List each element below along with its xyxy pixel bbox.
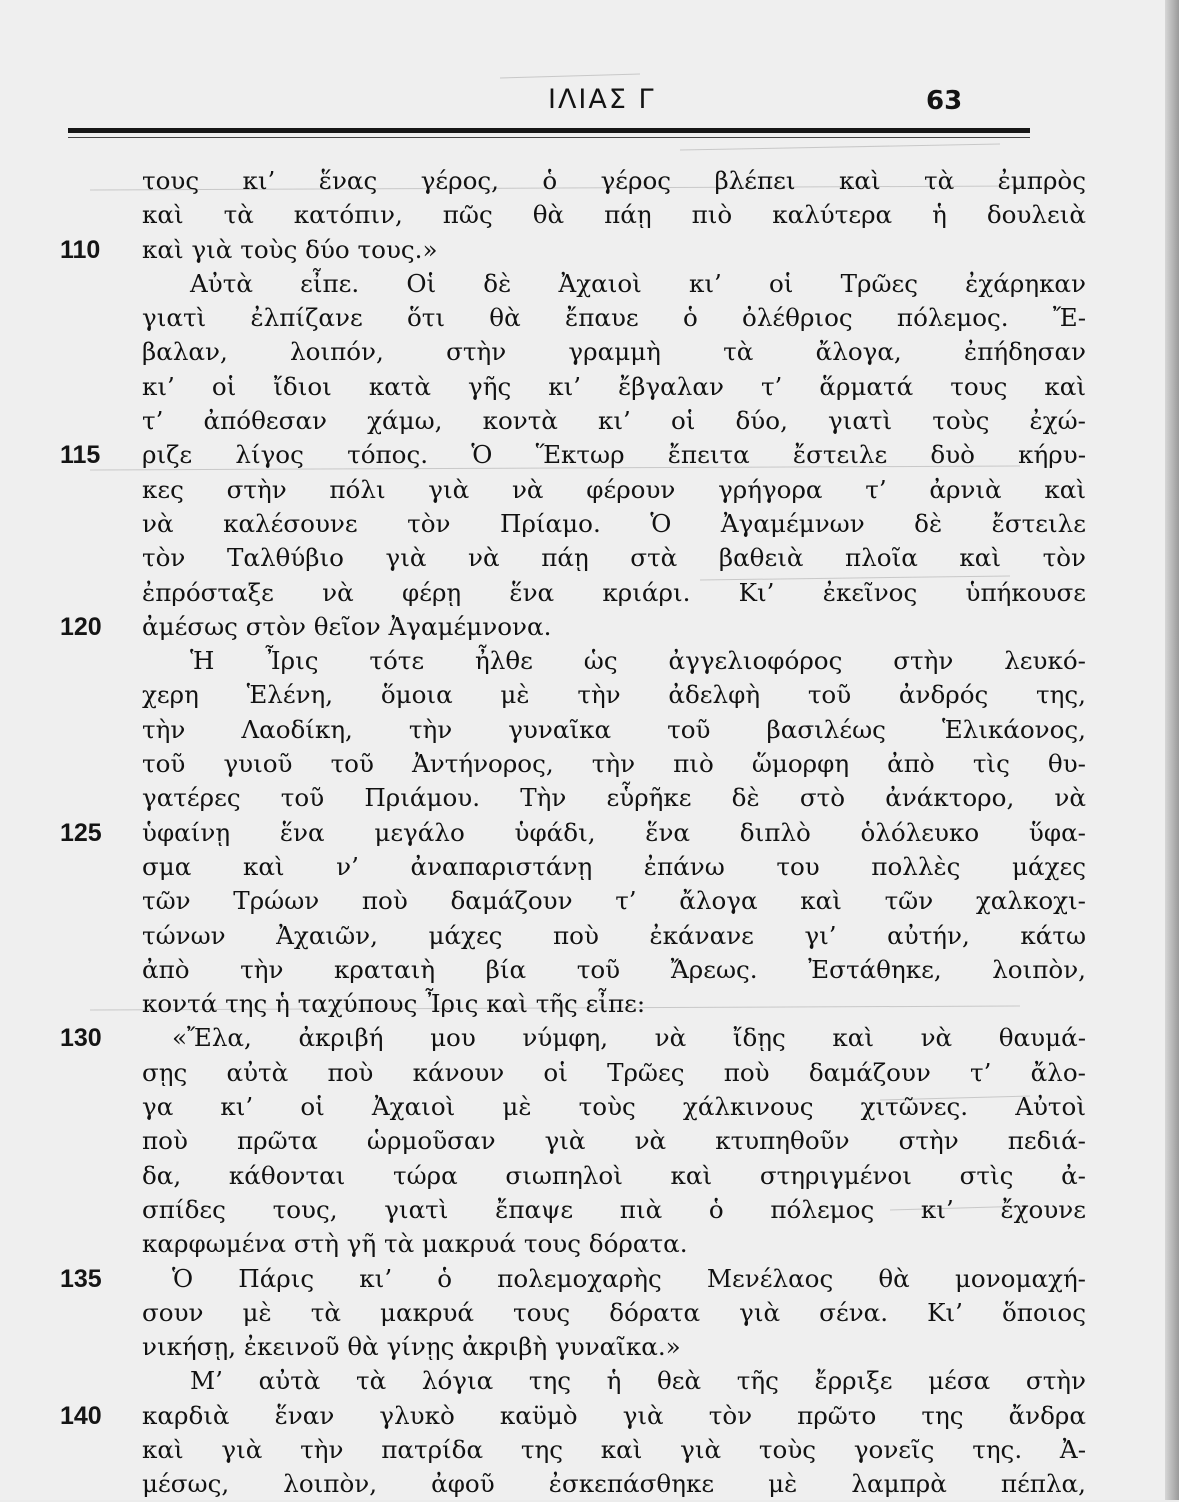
line-text: καρδιὰ ἕναν γλυκὸ καϋμὸ γιὰ τὸν πρῶτο της ἄνδρα (142, 1400, 1086, 1430)
body-text (60, 164, 1086, 1502)
text-line (60, 507, 1086, 541)
text-line (60, 987, 1040, 1021)
line-text: μέσως, λοιπὸν, ἀφοῦ ἐσκεπάσθηκε μὲ λαμπρὰ πέπλα, (142, 1469, 1086, 1499)
line-number: 120 (60, 612, 102, 641)
line-text: ἀπὸ τὴν κραταιὴ βία τοῦ Ἄρεως. Ἐστάθηκε, λοιπὸν, (142, 954, 1086, 984)
text-line (60, 1364, 1086, 1398)
text-line (60, 576, 1086, 610)
text-line (60, 644, 1086, 678)
text-line (60, 850, 1086, 884)
text-line (60, 370, 1086, 404)
text-line (60, 1399, 1086, 1433)
text-line (60, 919, 1086, 953)
text-line (60, 233, 1040, 267)
text-line (60, 1467, 1086, 1501)
line-text: γα κι’ οἱ Ἀχαιοὶ μὲ τοὺς χάλκινους χιτῶνες. Αὐτοὶ (142, 1092, 1086, 1122)
text-line (60, 267, 1086, 301)
line-text: κι’ οἱ ἴδιοι κατὰ γῆς κι’ ἔβγαλαν τ’ ἅρματά τους καὶ (142, 371, 1086, 401)
line-text: κοντά της ἡ ταχύπους Ἶρις καὶ τῆς εἶπε: (142, 989, 646, 1019)
text-line (60, 781, 1086, 815)
line-text: τους κι’ ἕνας γέρος, ὁ γέρος βλέπει καὶ τὰ ἐμπρὸς (142, 166, 1086, 195)
line-number: 130 (60, 1024, 102, 1053)
text-line (60, 301, 1086, 335)
line-text: ποὺ πρῶτα ὡρμοῦσαν γιὰ νὰ κτυπηθοῦν στὴν πεδιά- (142, 1126, 1086, 1156)
line-text: σμα καὶ ν’ ἀναπαριστάνῃ ἐπάνω του πολλὲς μάχες (142, 851, 1086, 881)
text-line (60, 678, 1086, 712)
text-line (60, 541, 1086, 575)
line-number: 140 (60, 1401, 102, 1430)
text-line (60, 1227, 1040, 1261)
text-line (60, 884, 1086, 918)
line-text: τ’ ἀπόθεσαν χάμω, κοντὰ κι’ οἱ δύο, γιατὶ τοὺς ἐχώ- (142, 406, 1086, 436)
header-rule (68, 128, 1030, 133)
text-line (60, 610, 1040, 644)
text-line (60, 713, 1086, 747)
line-text: καὶ γιὰ τὴν πατρίδα της καὶ γιὰ τοὺς γονεῖς της. Ἀ- (142, 1434, 1086, 1464)
text-line (60, 1124, 1086, 1158)
text-line (60, 1433, 1086, 1467)
text-line (60, 198, 1086, 232)
line-text: ἀμέσως στὸν θεῖον Ἀγαμέμνονα. (142, 611, 552, 641)
text-line (60, 1021, 1086, 1055)
text-line (60, 1296, 1086, 1330)
text-line (60, 747, 1086, 781)
line-text: καρφωμένα στὴ γῆ τὰ μακρυά τους δόρατα. (142, 1229, 688, 1259)
text-line (60, 438, 1086, 472)
line-text: γιατὶ ἐλπίζανε ὅτι θὰ ἔπαυε ὁ ὀλέθριος πόλεμος. Ἔ- (142, 303, 1086, 333)
running-title: ΙΛΙΑΣ Γ (548, 84, 656, 115)
line-text: σουν μὲ τὰ μακρυά τους δόρατα γιὰ σένα. Κι’ ὅποιος (142, 1297, 1086, 1327)
line-text: κες στὴν πόλι γιὰ νὰ φέρουν γρήγορα τ’ ἀρνιὰ καὶ (142, 474, 1086, 504)
line-text: σπίδες τους, γιατὶ ἔπαψε πιὰ ὁ πόλεμος κι’ ἔχουνε (142, 1194, 1086, 1224)
line-text: τὸν Ταλθύβιο γιὰ νὰ πάῃ στὰ βαθειὰ πλοῖα καὶ τὸν (142, 543, 1086, 573)
text-line (60, 1159, 1086, 1193)
text-line (60, 953, 1086, 987)
line-text: γατέρες τοῦ Πριάμου. Τὴν εὗρῆκε δὲ στὸ ἀνάκτορο, νὰ (142, 783, 1086, 813)
text-line (60, 1330, 1040, 1364)
line-text: ἐπρόσταξε νὰ φέρῃ ἕνα κριάρι. Κι’ ἐκεῖνος ὑπήκουσε (142, 577, 1086, 607)
line-text: ριζε λίγος τόπος. Ὁ Ἕκτωρ ἔπειτα ἔστειλε δυὸ κήρυ- (142, 440, 1086, 470)
line-text: Μ’ αὐτὰ τὰ λόγια της ἡ θεὰ τῆς ἔρριξε μέσα στὴν (190, 1366, 1086, 1396)
line-text: βαλαν, λοιπόν, στὴν γραμμὴ τὰ ἄλογα, ἐπήδησαν (142, 337, 1086, 367)
text-line (60, 164, 1086, 198)
line-text: τῶν Τρώων ποὺ δαμάζουν τ’ ἄλογα καὶ τῶν χαλκοχι- (142, 886, 1086, 916)
text-line (60, 473, 1086, 507)
line-text: «Ἔλα, ἀκριβή μου νύμφη, νὰ ἴδῃς καὶ νὰ θαυμά- (172, 1023, 1086, 1053)
page-number: 63 (926, 86, 963, 116)
line-text: δα, κάθονται τώρα σιωπηλοὶ καὶ στηριγμένοι στὶς ἀ- (142, 1160, 1086, 1190)
line-number: 125 (60, 818, 102, 847)
line-text: Ὁ Πάρις κι’ ὁ πολεμοχαρὴς Μενέλαος θὰ μονομαχή- (172, 1263, 1086, 1293)
line-text: καὶ τὰ κατόπιν, πῶς θὰ πάῃ πιὸ καλύτερα ἡ δουλειὰ (142, 200, 1086, 230)
text-line (60, 1262, 1086, 1296)
line-text: νικήσῃ, ἐκεινοῦ θὰ γίνῃς ἀκριβὴ γυναῖκα.» (142, 1332, 681, 1362)
line-text: Ἡ Ἶρις τότε ἦλθε ὡς ἀγγελιοφόρος στὴν λευκό- (190, 646, 1086, 676)
line-text: χερη Ἑλένη, ὅμοια μὲ τὴν ἀδελφὴ τοῦ ἀνδρός της, (142, 680, 1086, 710)
line-text: τοῦ γυιοῦ τοῦ Ἀντήνορος, τὴν πιὸ ὥμορφη ἀπὸ τὶς θυ- (142, 749, 1086, 779)
line-text: νὰ καλέσουνε τὸν Πρίαμο. Ὁ Ἀγαμέμνων δὲ ἔστειλε (142, 508, 1086, 538)
text-line (60, 816, 1086, 850)
line-text: τὴν Λαοδίκη, τὴν γυναῖκα τοῦ βασιλέως Ἑλικάονος, (142, 714, 1086, 744)
header-rule-thin (68, 137, 1030, 138)
text-line (60, 1090, 1086, 1124)
line-number: 110 (60, 235, 101, 264)
line-number: 135 (60, 1264, 102, 1293)
line-text: καὶ γιὰ τοὺς δύο τους.» (142, 234, 438, 264)
text-line (60, 404, 1086, 438)
text-line (60, 335, 1086, 369)
line-text: σῃς αὐτὰ ποὺ κάνουν οἱ Τρῶες ποὺ δαμάζουν τ’ ἄλο- (142, 1057, 1086, 1087)
text-line (60, 1056, 1086, 1090)
scan-edge (1165, 0, 1179, 1500)
text-line (60, 1193, 1086, 1227)
line-text: ὑφαίνῃ ἕνα μεγάλο ὑφάδι, ἕνα διπλὸ ὁλόλευκο ὕφα- (142, 817, 1086, 847)
line-text: Αὐτὰ εἶπε. Οἱ δὲ Ἀχαιοὶ κι’ οἱ Τρῶες ἐχάρηκαν (190, 268, 1086, 298)
line-text: τώνων Ἀχαιῶν, μάχες ποὺ ἐκάνανε γι’ αὐτήν, κάτω (142, 920, 1086, 950)
line-number: 115 (60, 441, 101, 470)
